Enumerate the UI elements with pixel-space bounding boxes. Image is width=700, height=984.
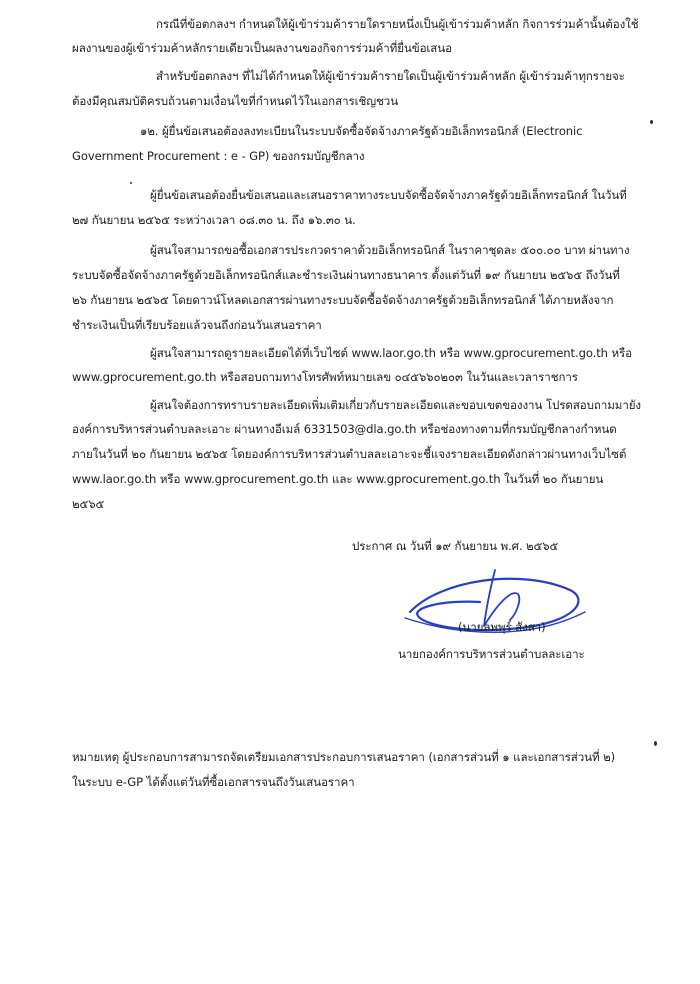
para7-line3: ภายในวันที่ ๒๐ กันยายน ๒๕๖๕ โดยองค์การบริหารส่วนตำบลละเอาะจะชี้แจงรายละเอียดดังกล่าวผ่านทางเว็บไซต์ xyxy=(72,447,627,461)
para1-line1: กรณีที่ข้อตกลงฯ กำหนดให้ผู้เข้าร่วมค้ารายใดรายหนึ่งเป็นผู้เข้าร่วมค้าหลัก กิจการร่วมค้านั้นต้องใช้ xyxy=(156,17,639,31)
para5-line1: ผู้สนใจสามารถขอซื้อเอกสารประกวดราคาด้วยอิเล็กทรอนิกส์ ในราคาชุดละ ๕๐๐.๐๐ บาท ผ่านทาง xyxy=(150,243,630,257)
para5-line2: ระบบจัดซื้อจัดจ้างภาครัฐด้วยอิเล็กทรอนิกส์และชำระเงินผ่านทางธนาคาร ตั้งแต่วันที่ ๑๙ กันยายน ๒๕๖๕ ถึงวันที่ xyxy=(72,268,620,282)
para6-line1: ผู้สนใจสามารถดูรายละเอียดได้ที่เว็บไซต์ www.laor.go.th หรือ www.gprocurement.go.th หรือ xyxy=(150,346,633,360)
para4-line1: ผู้ยื่นข้อเสนอต้องยื่นข้อเสนอและเสนอราคาทางระบบจัดซื้อจัดจ้างภาครัฐด้วยอิเล็กทรอนิกส์ ในวันที่ xyxy=(150,188,627,202)
para7-line1: ผู้สนใจต้องการทราบรายละเอียดเพิ่มเติมเกี่ยวกับรายละเอียดและขอบเขตของงาน โปรดสอบถามมายัง xyxy=(150,398,641,412)
scan-speck xyxy=(654,741,657,746)
para7-line2: องค์การบริหารส่วนตำบลละเอาะ ผ่านทางอีเมล์ 6331503@dla.go.th หรือช่องทางตามที่กรมบัญชีกลางกำหนด xyxy=(72,422,617,436)
scan-speck xyxy=(650,120,653,124)
para7-line5: ๒๕๖๕ xyxy=(72,497,105,511)
signer-title: นายกองค์การบริหารส่วนตำบลละเอาะ xyxy=(398,647,585,661)
note-line1: หมายเหตุ ผู้ประกอบการสามารถจัดเตรียมเอกสารประกอบการเสนอราคา (เอกสารส่วนที่ ๑ และเอกสารส่วนที่ ๒) xyxy=(72,750,616,764)
announcement-date: ประกาศ ณ วันที่ ๑๙ กันยายน พ.ศ. ๒๕๖๕ xyxy=(352,539,559,553)
para2-line1: สำหรับข้อตกลงฯ ที่ไม่ได้กำหนดให้ผู้เข้าร่วมค้ารายใดเป็นผู้เข้าร่วมค้าหลัก ผู้เข้าร่วมค้าทุกรายจะ xyxy=(156,69,625,83)
para3-line1: ๑๒. ผู้ยื่นข้อเสนอต้องลงทะเบียนในระบบจัดซื้อจัดจ้างภาครัฐด้วยอิเล็กทรอนิกส์ (Electronic xyxy=(140,124,583,138)
note-line2: ในระบบ e-GP ได้ตั้งแต่วันที่ซื้อเอกสารจนถึงวันเสนอราคา xyxy=(72,775,355,789)
signature-icon xyxy=(400,560,590,650)
signer-name: (นายลพพุร์ สังสา) xyxy=(458,620,546,634)
para5-line4: ชำระเงินเป็นที่เรียบร้อยแล้วจนถึงก่อนวันเสนอราคา xyxy=(72,318,322,332)
para6-line2: www.gprocurement.go.th หรือสอบถามทางโทรศัพท์หมายเลข ๐๔๕๖๖๐๒๐๓ ในวันและเวลาราชการ xyxy=(72,370,578,384)
para2-line2: ต้องมีคุณสมบัติครบถ้วนตามเงื่อนไขที่กำหนดไว้ในเอกสารเชิญชวน xyxy=(72,94,399,108)
para3-line2: Government Procurement : e - GP) ของกรมบัญชีกลาง xyxy=(72,149,365,163)
para5-line3: ๒๖ กันยายน ๒๕๖๕ โดยดาวน์โหลดเอกสารผ่านทางระบบจัดซื้อจัดจ้างภาครัฐด้วยอิเล็กทรอนิกส์ ได้ภายหลังจาก xyxy=(72,293,614,307)
para7-line4: www.laor.go.th หรือ www.gprocurement.go.th และ www.gprocurement.go.th ในวันที่ ๒๐ กันยายน xyxy=(72,472,604,486)
scan-speck xyxy=(130,182,132,184)
para1-line2: ผลงานของผู้เข้าร่วมค้าหลักรายเดียวเป็นผลงานของกิจการร่วมค้าที่ยื่นข้อเสนอ xyxy=(72,41,452,55)
para4-line2: ๒๗ กันยายน ๒๕๖๕ ระหว่างเวลา ๐๘.๓๐ น. ถึง ๑๖.๓๐ น. xyxy=(72,213,356,227)
